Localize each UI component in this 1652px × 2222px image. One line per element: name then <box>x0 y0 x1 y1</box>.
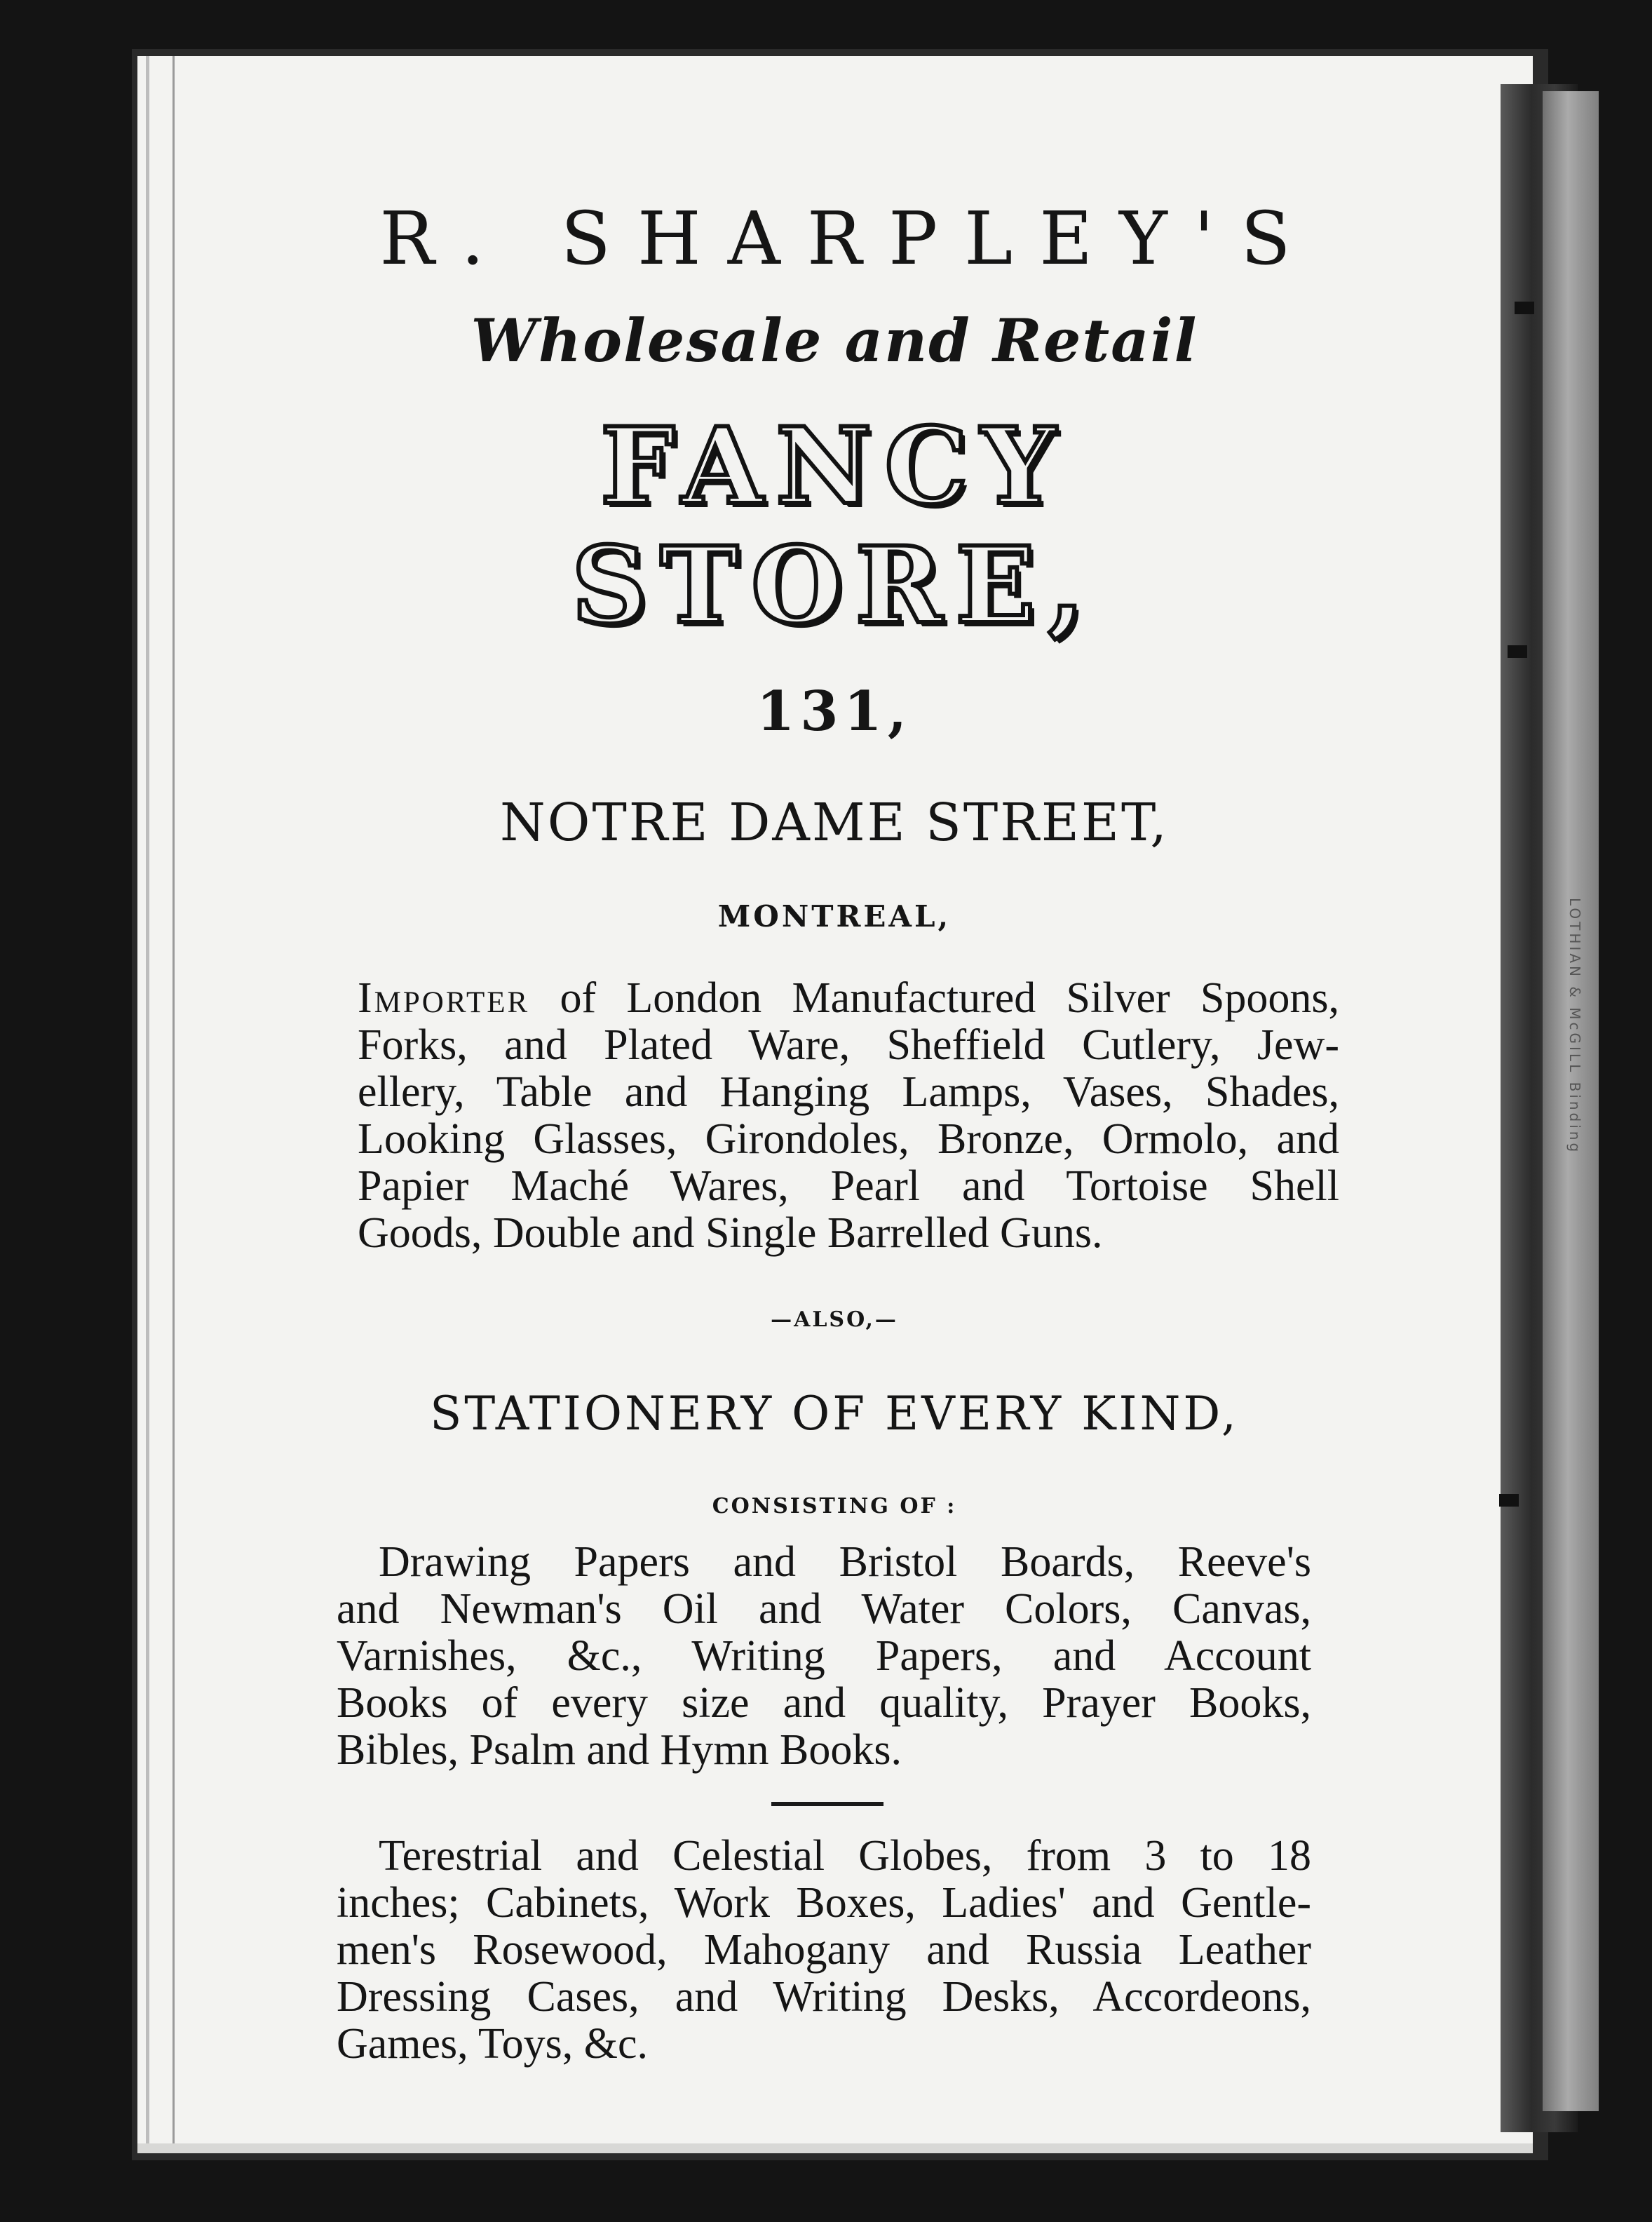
paragraph-line: Importer of London Manufactured Silver Spoons, <box>358 974 1339 1022</box>
binding-mark <box>1499 1494 1519 1507</box>
page-bottom-edge <box>137 2143 1533 2153</box>
paragraph-line: Forks, and Plated Ware, Sheffield Cutlery, Jew- <box>358 1021 1339 1069</box>
paragraph-line: Looking Glasses, Girondoles, Bronze, Ormolo, and <box>358 1115 1339 1163</box>
paragraph-line: men's Rosewood, Mahogany and Russia Leather <box>337 1926 1311 1974</box>
stationery-heading: STATIONERY OF EVERY KIND, <box>430 1387 1239 1441</box>
store-type: FANCY STORE, <box>571 405 1097 647</box>
paragraph-line: Varnishes, &c., Writing Papers, and Account <box>337 1632 1311 1680</box>
binding-mark <box>1515 302 1534 314</box>
paragraph-line: and Newman's Oil and Water Colors, Canvas, <box>337 1585 1311 1633</box>
importer-paragraph <box>358 975 1339 1257</box>
page-left-edge <box>146 56 149 2153</box>
paragraph-line: Terestrial and Celestial Globes, from 3 to 18 <box>379 1832 1311 1880</box>
street-name: NOTRE DAME STREET, <box>500 793 1169 853</box>
goods-paragraph <box>337 1833 1311 2068</box>
paragraph-line: ellery, Table and Hanging Lamps, Vases, Shades, <box>358 1068 1339 1116</box>
page-margin-rule <box>172 56 175 2153</box>
advertisement <box>330 196 1339 2068</box>
business-subtitle: Wholesale and Retail <box>470 306 1198 375</box>
gutter-stamp: LOTHIAN & McGILL Binding <box>1566 898 1583 1155</box>
importer-lead: Importer <box>358 974 530 1022</box>
consisting-label: CONSISTING OF : <box>712 1494 957 1519</box>
binding-mark <box>1508 645 1527 658</box>
paragraph-line: inches; Cabinets, Work Boxes, Ladies' and Gentle- <box>337 1879 1311 1927</box>
paragraph-line: Drawing Papers and Bristol Boards, Reeve's <box>379 1538 1311 1586</box>
street-number: 131, <box>757 680 912 743</box>
paragraph-line: Bibles, Psalm and Hymn Books. <box>337 1726 902 1774</box>
paragraph-line: Games, Toys, &c. <box>337 2020 648 2068</box>
city-name: MONTREAL, <box>717 899 952 934</box>
also-divider: —ALSO,— <box>771 1307 898 1332</box>
divider-rule <box>771 1802 883 1806</box>
paragraph-line: Dressing Cases, and Writing Desks, Accordeons, <box>337 1973 1311 2021</box>
merchant-name: R. SHARPLEY'S <box>379 196 1318 281</box>
paragraph-line: Goods, Double and Single Barrelled Guns. <box>358 1209 1103 1257</box>
section-divider <box>330 1802 1339 1809</box>
paragraph-line: Books of every size and quality, Prayer Books, <box>337 1679 1311 1727</box>
stationery-paragraph <box>337 1539 1311 1774</box>
paragraph-line: Papier Maché Wares, Pearl and Tortoise Shell <box>358 1162 1339 1210</box>
